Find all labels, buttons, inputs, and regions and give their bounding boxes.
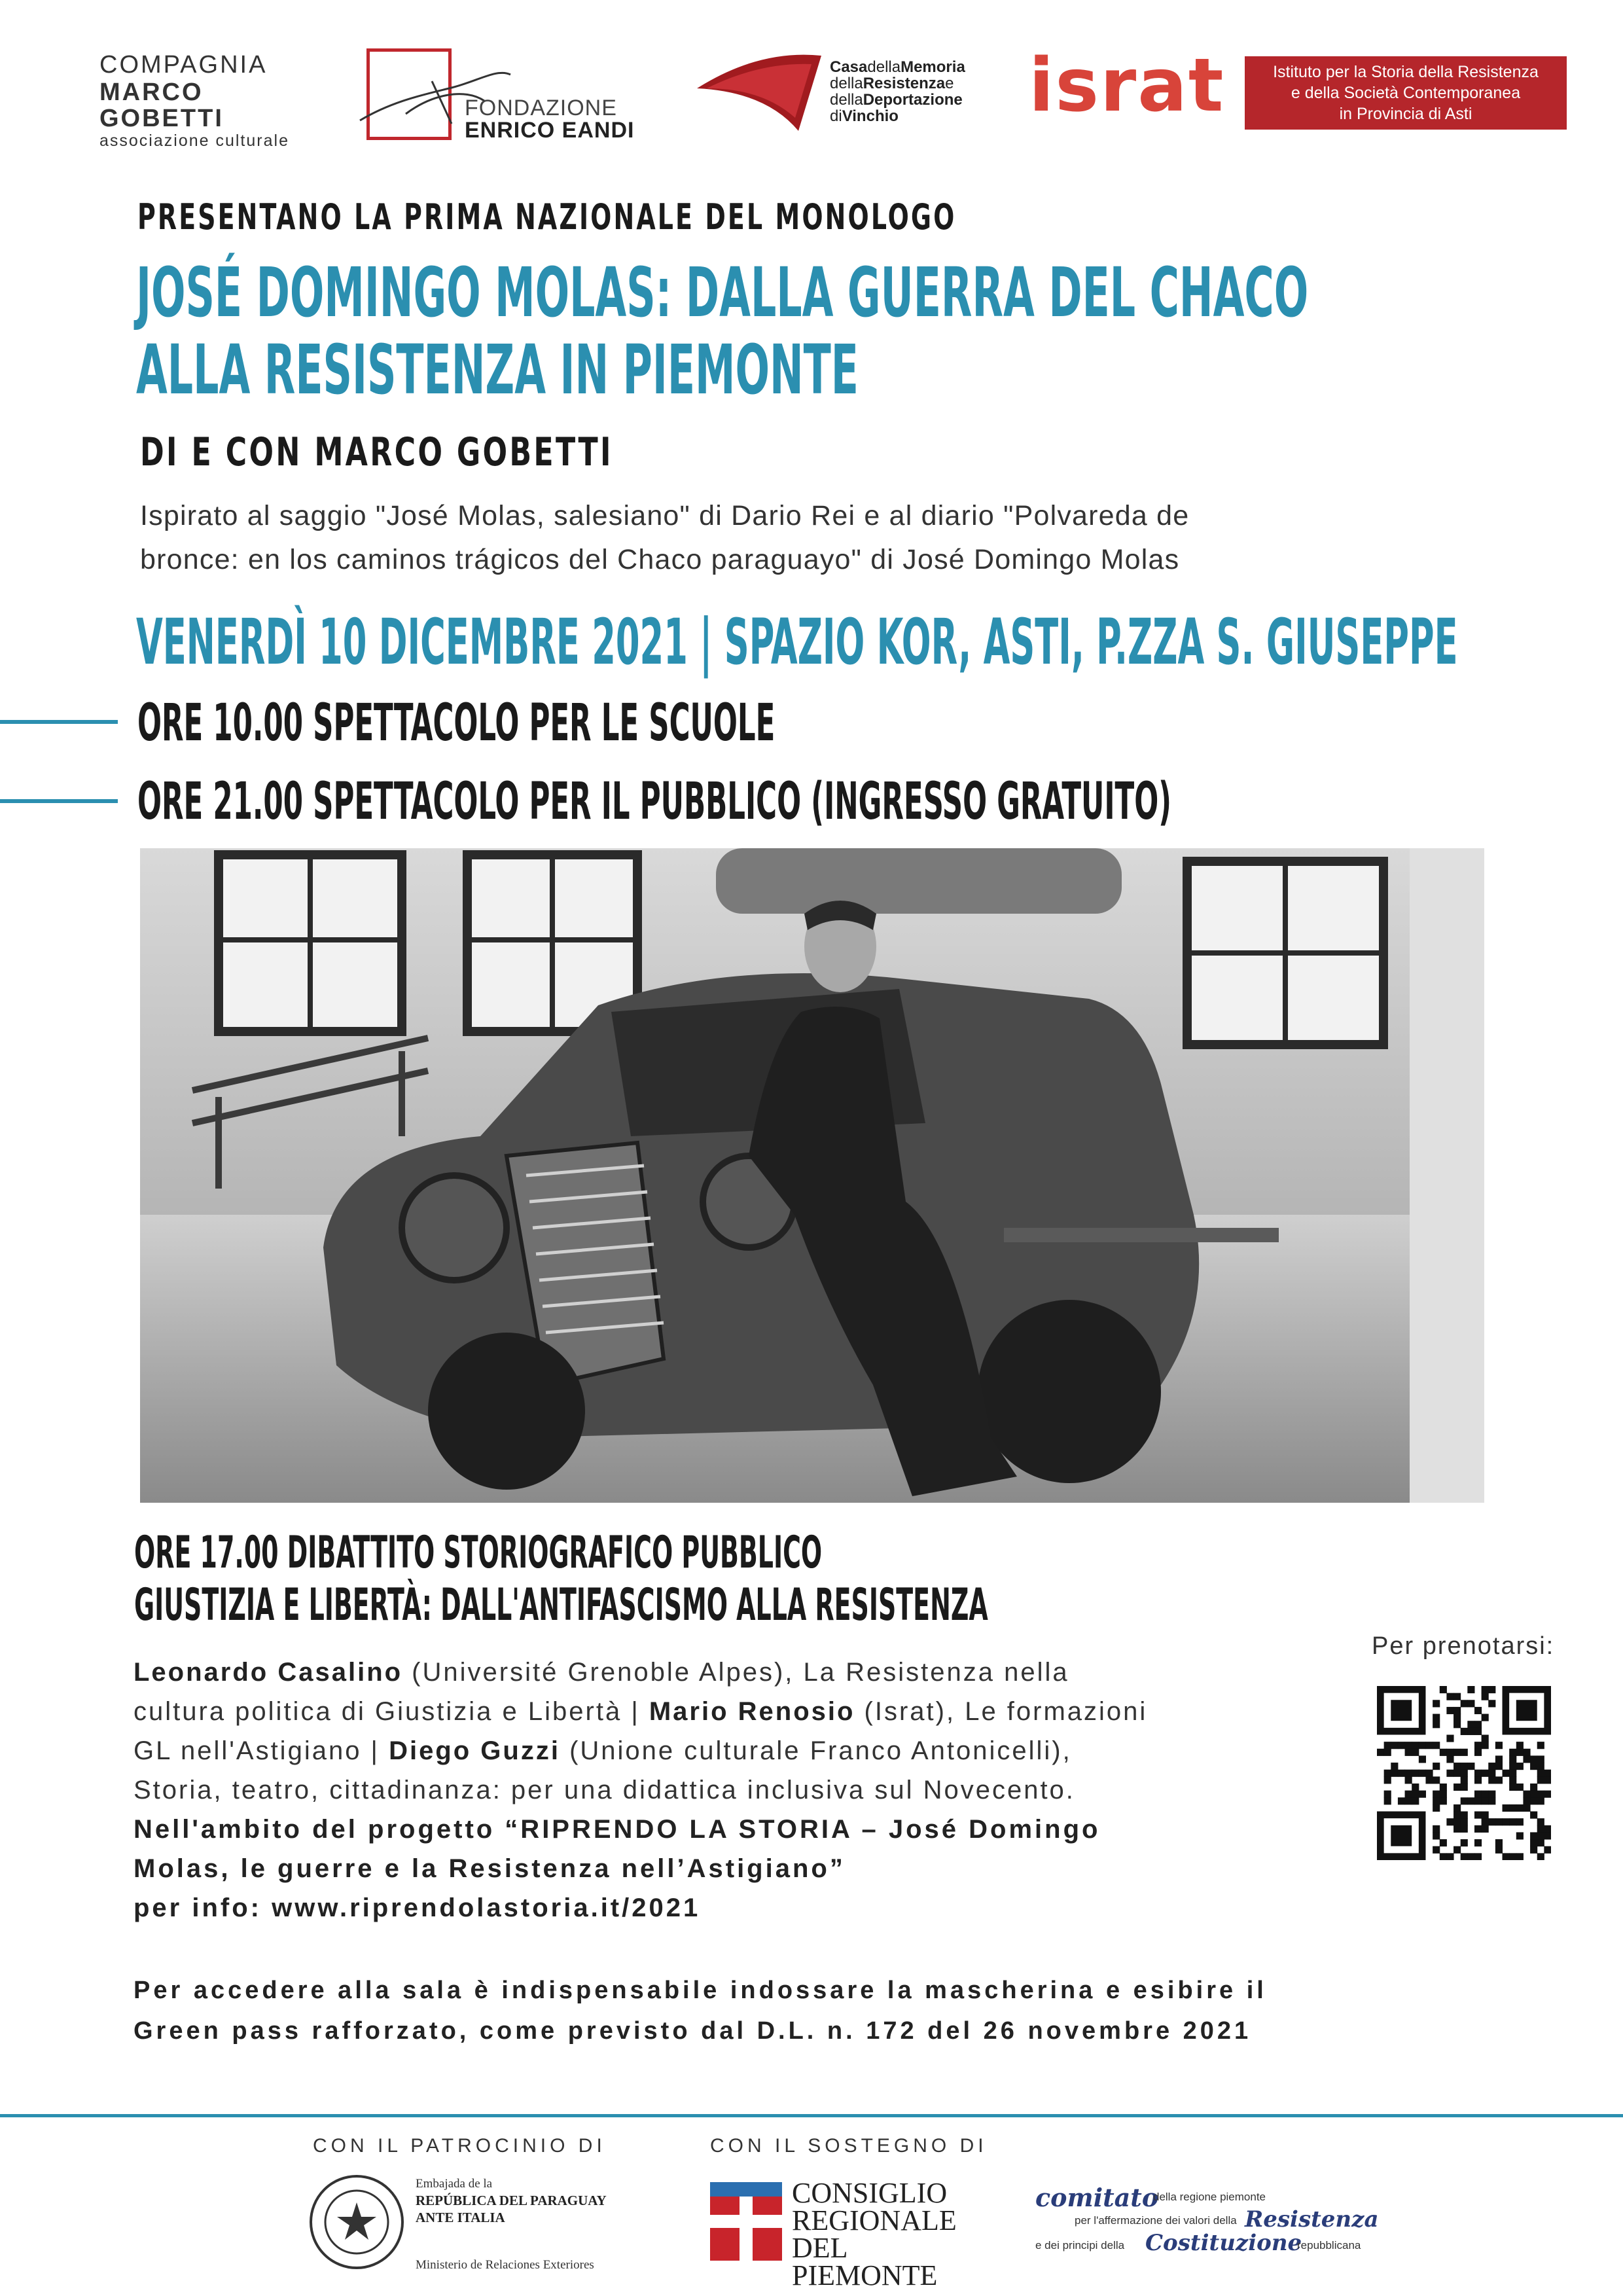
logo-embajada-paraguay bbox=[308, 2173, 615, 2284]
casa-line3b: Deportazione bbox=[863, 91, 963, 109]
patronage-label: CON IL PATROCINIO DI bbox=[313, 2135, 606, 2157]
qr-code-icon bbox=[1377, 1686, 1551, 1860]
notice-line1: Per accedere alla sala è indispensabile indossare la mascherina e esibire il bbox=[134, 1977, 1267, 2004]
author-line: DI E CON MARCO GOBETTI bbox=[140, 429, 613, 475]
inspired-line2: bronce: en los caminos trágicos del Chaco paraguayo" di José Domingo Molas bbox=[140, 544, 1180, 575]
photo-scene-icon bbox=[140, 848, 1484, 1503]
inspired-line1: Ispirato al saggio "José Molas, salesiano" di Dario Rei e al diario "Polvareda de bbox=[140, 500, 1190, 531]
date-venue: VENERDÌ 10 DICEMBRE 2021 | SPAZIO KOR, ASTI, P.ZZA S. GIUSEPPE bbox=[136, 605, 1458, 679]
debate-line2a: cultura politica di Giustizia e Libertà | bbox=[134, 1697, 649, 1726]
casa-line2a: della bbox=[830, 75, 863, 92]
israt-wordmark: israt bbox=[1029, 43, 1225, 128]
show2-line: ORE 21.00 SPETTACOLO PER IL PUBBLICO (INGRESSO GRATUITO) bbox=[137, 772, 1172, 831]
logo-israt bbox=[1029, 43, 1572, 131]
inspired-text bbox=[140, 494, 1189, 582]
booking-label: Per prenotarsi: bbox=[1372, 1632, 1555, 1660]
debate-subtitle: GIUSTIZIA E LIBERTÀ: DALL'ANTIFASCISMO ALLA RESISTENZA bbox=[134, 1579, 988, 1631]
speaker1-name: Leonardo Casalino bbox=[134, 1658, 403, 1687]
consiglio-line3: DEL PIEMONTE bbox=[792, 2232, 938, 2291]
comitato-resistenza: Resistenza bbox=[1245, 2206, 1379, 2233]
casa-line3a: della bbox=[830, 91, 863, 109]
consiglio-line1: CONSIGLIO bbox=[792, 2177, 948, 2209]
logo-comitato-resistenza bbox=[1035, 2183, 1379, 2261]
embassy-line3: ANTE ITALIA bbox=[416, 2210, 505, 2225]
logo-consiglio-regionale bbox=[710, 2177, 991, 2291]
logo-compagnia-line3: associazione culturale bbox=[99, 132, 289, 150]
speaker2-rest: (Israt), Le formazioni bbox=[855, 1697, 1148, 1726]
logo-casa-della-memoria bbox=[694, 52, 995, 137]
casa-line2c: e bbox=[945, 75, 954, 92]
comitato-costituzione: Costituzione bbox=[1145, 2230, 1302, 2256]
comitato-line-b: della regione piemonte bbox=[1153, 2191, 1266, 2203]
eandi-line1: FONDAZIONE bbox=[465, 96, 617, 120]
show1-line: ORE 10.00 SPETTACOLO PER LE SCUOLE bbox=[137, 694, 776, 753]
embassy-line1: Embajada de la bbox=[416, 2177, 493, 2191]
casa-line1a: Casa bbox=[830, 58, 868, 76]
access-notice bbox=[134, 1970, 1267, 2051]
project-line2: Molas, le guerre e la Resistenza nell’Astigiano” bbox=[134, 1854, 846, 1883]
logo-compagnia-gobetti: GOBETTI bbox=[99, 105, 224, 132]
piemonte-shield-icon bbox=[710, 2182, 782, 2261]
israt-line2: e della Società Contemporanea bbox=[1291, 84, 1521, 102]
title-line2: ALLA RESISTENZA IN PIEMONTE bbox=[136, 330, 859, 410]
comitato-line-e: e dei principi della bbox=[1035, 2239, 1125, 2251]
logo-compagnia-marco-gobetti bbox=[99, 51, 289, 151]
paraguay-seal-icon bbox=[308, 2173, 406, 2271]
debate-line4: Storia, teatro, cittadinanza: per una didattica inclusiva sul Novecento. bbox=[134, 1776, 1075, 1804]
info-link[interactable]: per info: www.riprendolastoria.it/2021 bbox=[134, 1893, 701, 1922]
comitato-word: comitato bbox=[1035, 2183, 1159, 2212]
casa-line4a: di bbox=[830, 107, 842, 125]
speaker3-rest: (Unione culturale Franco Antonicelli), bbox=[560, 1736, 1072, 1765]
israt-description-box bbox=[1245, 56, 1567, 130]
notice-line2: Green pass rafforzato, come previsto dal D.L. n. 172 del 26 novembre 2021 bbox=[134, 2017, 1252, 2045]
accent-line-1 bbox=[0, 720, 118, 724]
presents-line: PRESENTANO LA PRIMA NAZIONALE DEL MONOLOGO bbox=[137, 196, 957, 238]
casa-line4b: Vinchio bbox=[842, 107, 899, 125]
eandi-line2: ENRICO EANDI bbox=[465, 118, 635, 143]
support-label: CON IL SOSTEGNO DI bbox=[710, 2135, 988, 2157]
debate-body bbox=[134, 1653, 1147, 1928]
speaker1-rest: (Université Grenoble Alpes), La Resistenza nella bbox=[402, 1658, 1069, 1687]
speaker3-name: Diego Guzzi bbox=[389, 1736, 560, 1765]
embassy-line2: REPÚBLICA DEL PARAGUAY bbox=[416, 2193, 607, 2208]
logo-compagnia-marco: MARCO bbox=[99, 79, 204, 106]
casa-line1c: Memoria bbox=[901, 58, 965, 76]
embassy-line4: Ministerio de Relaciones Exteriores bbox=[416, 2258, 594, 2272]
comitato-line-c: per l'affermazione dei valori della bbox=[1075, 2214, 1237, 2227]
consiglio-line2: REGIONALE bbox=[792, 2204, 957, 2236]
booking-qr-code[interactable] bbox=[1377, 1686, 1551, 1860]
casa-memoria-shape-icon bbox=[694, 52, 825, 137]
israt-line1: Istituto per la Storia della Resistenza bbox=[1273, 63, 1539, 81]
title-line1: JOSÉ DOMINGO MOLAS: DALLA GUERRA DEL CHACO bbox=[136, 253, 1309, 332]
speaker2-name: Mario Renosio bbox=[649, 1697, 855, 1726]
debate-line3a: GL nell'Astigiano | bbox=[134, 1736, 389, 1765]
logo-compagnia-line1: COMPAGNIA bbox=[99, 51, 268, 79]
project-line1: Nell'ambito del progetto “RIPRENDO LA STORIA – José Domingo bbox=[134, 1815, 1101, 1844]
comitato-line-g: repubblicana bbox=[1297, 2239, 1361, 2251]
israt-line3: in Provincia di Asti bbox=[1339, 105, 1472, 123]
accent-line-2 bbox=[0, 799, 118, 803]
logo-fondazione-eandi bbox=[366, 48, 641, 147]
event-photo bbox=[140, 848, 1484, 1503]
consiglio-text bbox=[792, 2179, 991, 2289]
footer-divider bbox=[0, 2114, 1623, 2117]
casa-line1b: della bbox=[867, 58, 901, 76]
casa-line2b: Resistenza bbox=[863, 75, 946, 92]
debate-time-title: ORE 17.00 DIBATTITO STORIOGRAFICO PUBBLICO bbox=[134, 1527, 823, 1579]
